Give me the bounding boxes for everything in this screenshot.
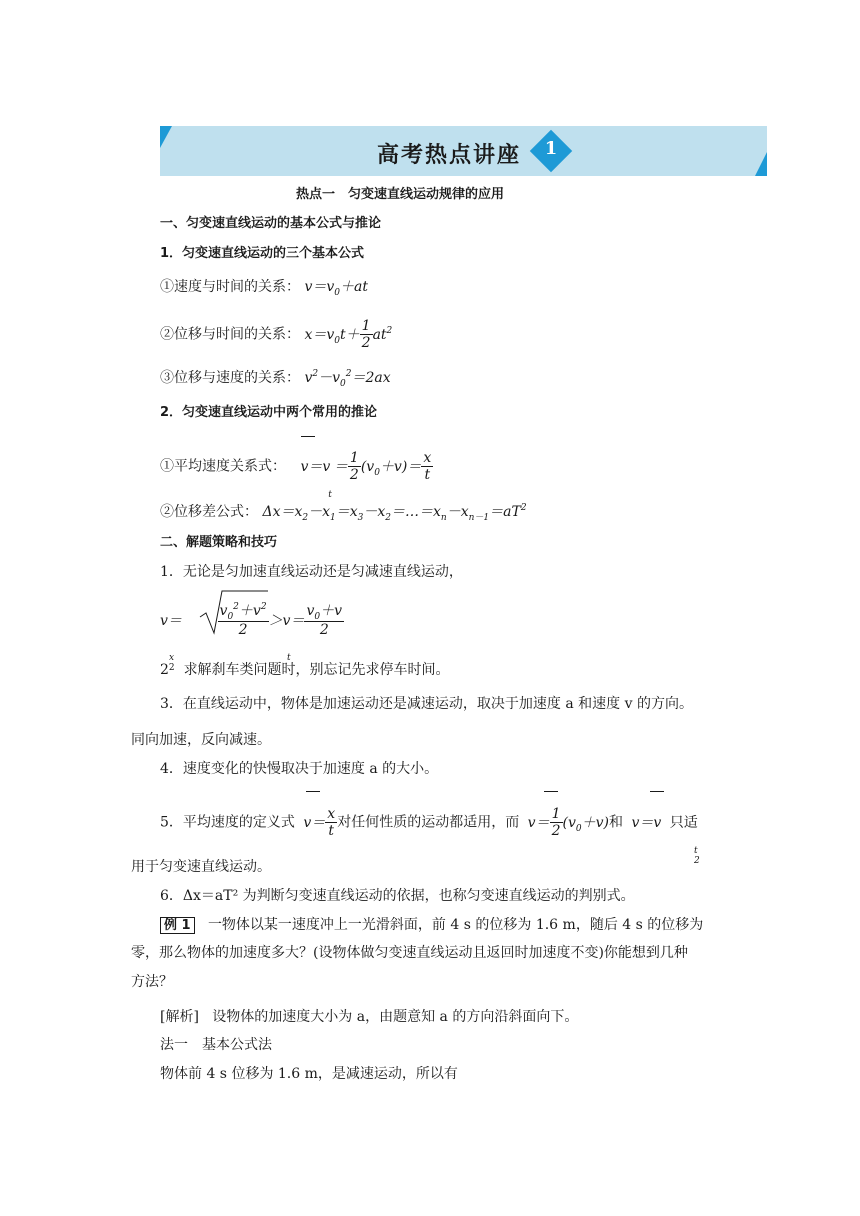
strategy-item-6: 6．Δx＝aT² 为判断匀变速直线运动的依据，也称匀变速直线运动的判别式。: [160, 888, 635, 904]
overline: [544, 791, 558, 792]
strategy-item-3a: 3．在直线运动中，物体是加速运动还是减速运动，取决于加速度 a 和速度 v 的方向。: [160, 696, 693, 712]
formula-expr: $x=v_0t+$ $\frac{1}{2}$ $at^2$: [304, 318, 393, 351]
section2-heading: 二、解题策略和技巧: [160, 535, 278, 550]
strategy-item-3b: 同向加速，反向减速。: [131, 732, 271, 748]
formula-label: ①平均速度关系式：: [160, 458, 286, 475]
formula-expr: v＝ $\frac{v_0^2+v^2}{2}$ ＞v＝ $\frac{v_0+v}{2}$: [160, 602, 343, 638]
strategy-item-2: $2^2$ 求解刹车类问题时，别忘记先求停车时间。: [160, 662, 450, 678]
banner-number: 1: [544, 138, 558, 159]
strategy-item-5d: 只适: [669, 814, 698, 831]
formula-expr: v＝ $\frac{x}{t}$: [303, 806, 336, 839]
method-1-line: 物体前 4 s 位移为 1.6 m，是减速运动，所以有: [160, 1066, 458, 1082]
formula-expr: v＝v: [631, 814, 662, 831]
analysis-text: 设物体的加速度大小为 a，由题意知 a 的方向沿斜面向下。: [212, 1009, 579, 1025]
formula-label: ②位移差公式：: [160, 504, 258, 520]
overline: [301, 436, 315, 437]
subscript-x: x: [169, 653, 175, 663]
formula-expr: v＝ $\frac{1}{2}$ $(v_0+v)$: [527, 806, 609, 839]
formula-displacement-difference: [160, 503, 527, 523]
formula-displacement-time: [160, 318, 392, 351]
strategy-item-5c: 和: [608, 814, 623, 831]
analysis-line: [160, 1008, 578, 1026]
subscript-t-fraction: t 2: [694, 846, 700, 866]
section1-sub2: 2．匀变速直线运动中两个常用的推论: [160, 405, 378, 420]
formula-average-velocity: [160, 450, 433, 500]
hotspot-title: 热点一 匀变速直线运动规律的应用: [296, 187, 505, 202]
formula-displacement-velocity: [160, 369, 391, 389]
example-badge: 例 1: [160, 917, 195, 934]
example-line-2: 零，那么物体的加速度多大？(设物体做匀变速直线运动且返回时加速度不变)你能想到几种: [131, 945, 688, 961]
strategy-item-5: [160, 806, 698, 839]
formula-velocity-time: [160, 278, 368, 298]
strategy-item-2-text: 求解刹车类问题时，别忘记先求停车时间。: [183, 662, 450, 678]
strategy-item-5a: 5．平均速度的定义式: [160, 814, 295, 831]
formula-expr: $\Delta x=x_2-x_1=x_3-x_2=\dots=x_n-x_{n-1}=aT^2$: [262, 503, 527, 523]
example-line-3: 方法？: [131, 974, 173, 990]
subscript-t: t: [287, 653, 291, 663]
overline: [650, 791, 664, 792]
analysis-label: [解析]: [160, 1009, 199, 1025]
formula-label: ②位移与时间的关系：: [160, 326, 300, 343]
section1-sub1: 1．匀变速直线运动的三个基本公式: [160, 246, 365, 261]
formula-expr: $v=v_t=$ $\frac{1}{2}$ $(v_0+v)=$ $\frac{x}{t}$: [300, 450, 432, 500]
overline: [306, 791, 320, 792]
example-text: 一物体以某一速度冲上一光滑斜面，前 4 s 的位移为 1.6 m，随后 4 s 的位移为: [207, 917, 704, 933]
strategy-item-5e: 用于匀变速直线运动。: [131, 859, 271, 875]
strategy-item-2-prefix: 2: [160, 662, 169, 678]
section1-heading: 一、匀变速直线运动的基本公式与推论: [160, 216, 382, 231]
banner-corner-right: [755, 152, 767, 176]
strategy-item-4: 4．速度变化的快慢取决于加速度 a 的大小。: [160, 761, 439, 777]
formula-expr: $v^2-v_0^2=2ax$: [304, 369, 391, 389]
method-1-heading: 法一 基本公式法: [160, 1037, 272, 1053]
banner-title: 高考热点讲座: [377, 142, 522, 168]
banner-corner-left: [160, 126, 172, 148]
strategy-item-1: 1．无论是匀加速直线运动还是匀减速直线运动，: [160, 564, 463, 580]
example-line-1: [160, 916, 703, 934]
formula-label: ①速度与时间的关系：: [160, 279, 300, 295]
formula-label: ③位移与速度的关系：: [160, 370, 300, 386]
formula-expr: $v=v_0+at$: [304, 279, 368, 298]
strategy-item-5b: 对任何性质的运动都适用，而: [337, 814, 520, 831]
formula-midpoint-velocity: [160, 603, 344, 638]
